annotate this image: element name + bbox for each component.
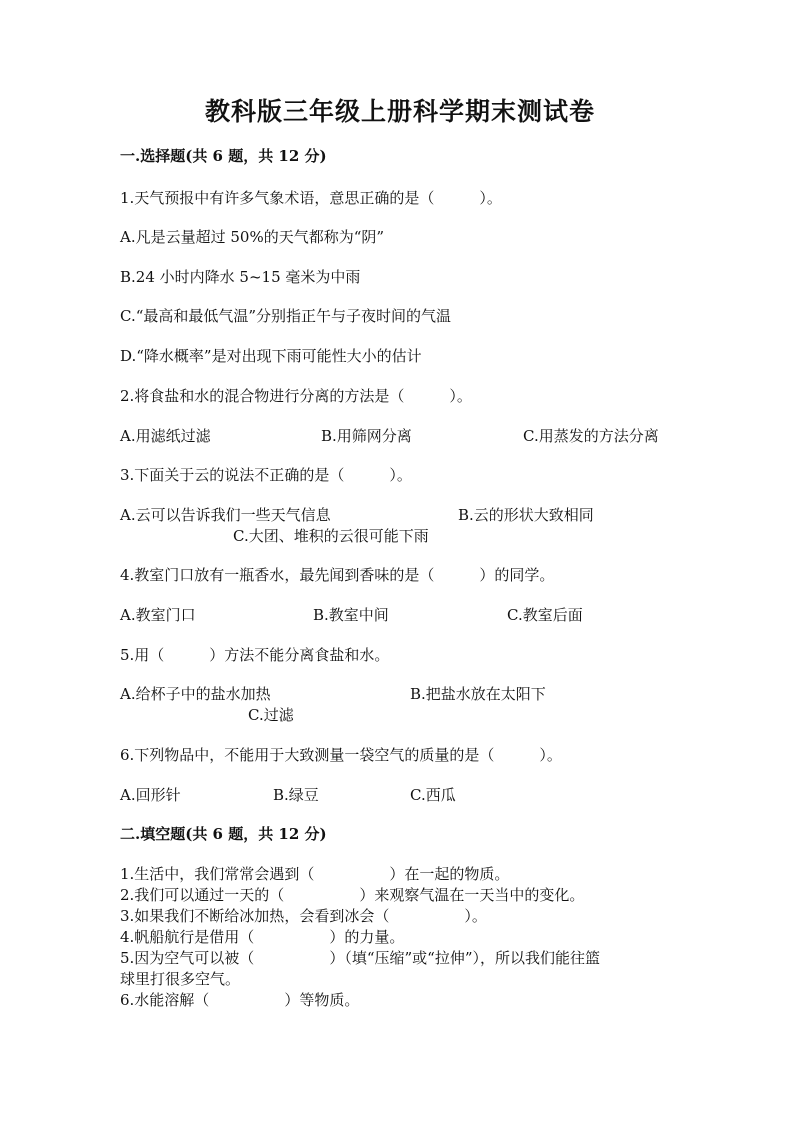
question-6-stem: 6.下列物品中，不能用于大致测量一袋空气的质量的是（ ）。 bbox=[120, 746, 562, 764]
question-4-option-a: A.教室门口 bbox=[120, 606, 196, 624]
question-4-option-c: C.教室后面 bbox=[507, 606, 583, 624]
question-1-option-d: D.“降水概率”是对出现下雨可能性大小的估计 bbox=[120, 347, 422, 365]
question-2-option-c: C.用蒸发的方法分离 bbox=[523, 427, 659, 445]
page-title: 教科版三年级上册科学期末测试卷 bbox=[204, 97, 595, 126]
question-1-option-c: C.“最高和最低气温”分别指正午与子夜时间的气温 bbox=[120, 307, 452, 325]
question-1-option-a: A.凡是云量超过 50%的天气都称为“阴” bbox=[120, 228, 385, 246]
fill-question-2: 2.我们可以通过一天的（ ）来观察气温在一天当中的变化。 bbox=[120, 886, 585, 904]
question-6-option-a: A.回形针 bbox=[120, 786, 181, 804]
question-5-option-b: B.把盐水放在太阳下 bbox=[410, 685, 546, 703]
question-2-option-a: A.用滤纸过滤 bbox=[120, 427, 211, 445]
fill-question-6: 6.水能溶解（ ）等物质。 bbox=[120, 991, 360, 1009]
fill-question-5: 5.因为空气可以被（ ）（填“压缩”或“拉伸”），所以我们能往篮 bbox=[120, 949, 600, 967]
question-6-option-c: C.西瓜 bbox=[410, 786, 456, 804]
fill-question-3: 3.如果我们不断给冰加热，会看到冰会（ ）。 bbox=[120, 907, 487, 925]
question-6-option-b: B.绿豆 bbox=[273, 786, 319, 804]
question-2-stem: 2.将食盐和水的混合物进行分离的方法是（ ）。 bbox=[120, 387, 472, 405]
question-5-option-a: A.给杯子中的盐水加热 bbox=[120, 685, 271, 703]
fill-question-4: 4.帆船航行是借用（ ）的力量。 bbox=[120, 928, 405, 946]
question-4-stem: 4.教室门口放有一瓶香水，最先闻到香味的是（ ）的同学。 bbox=[120, 566, 555, 584]
question-1-stem: 1.天气预报中有许多气象术语，意思正确的是（ ）。 bbox=[120, 189, 502, 207]
question-1-option-b: B.24 小时内降水 5~15 毫米为中雨 bbox=[120, 268, 361, 286]
question-3-stem: 3.下面关于云的说法不正确的是（ ）。 bbox=[120, 466, 412, 484]
question-3-option-c: C.大团、堆积的云很可能下雨 bbox=[233, 527, 429, 545]
fill-question-1: 1.生活中，我们常常会遇到（ ）在一起的物质。 bbox=[120, 865, 510, 883]
question-4-option-b: B.教室中间 bbox=[313, 606, 389, 624]
question-3-option-b: B.云的形状大致相同 bbox=[458, 506, 594, 524]
question-3-option-a: A.云可以告诉我们一些天气信息 bbox=[120, 506, 331, 524]
question-2-option-b: B.用筛网分离 bbox=[321, 427, 412, 445]
question-5-option-c: C.过滤 bbox=[248, 706, 294, 724]
fill-question-5-continued: 球里打很多空气。 bbox=[120, 970, 241, 988]
section-heading-choice: 一.选择题(共 6 题，共 12 分) bbox=[120, 147, 327, 165]
question-5-stem: 5.用（ ）方法不能分离食盐和水。 bbox=[120, 646, 390, 664]
section-heading-fill: 二.填空题(共 6 题，共 12 分) bbox=[120, 825, 327, 843]
